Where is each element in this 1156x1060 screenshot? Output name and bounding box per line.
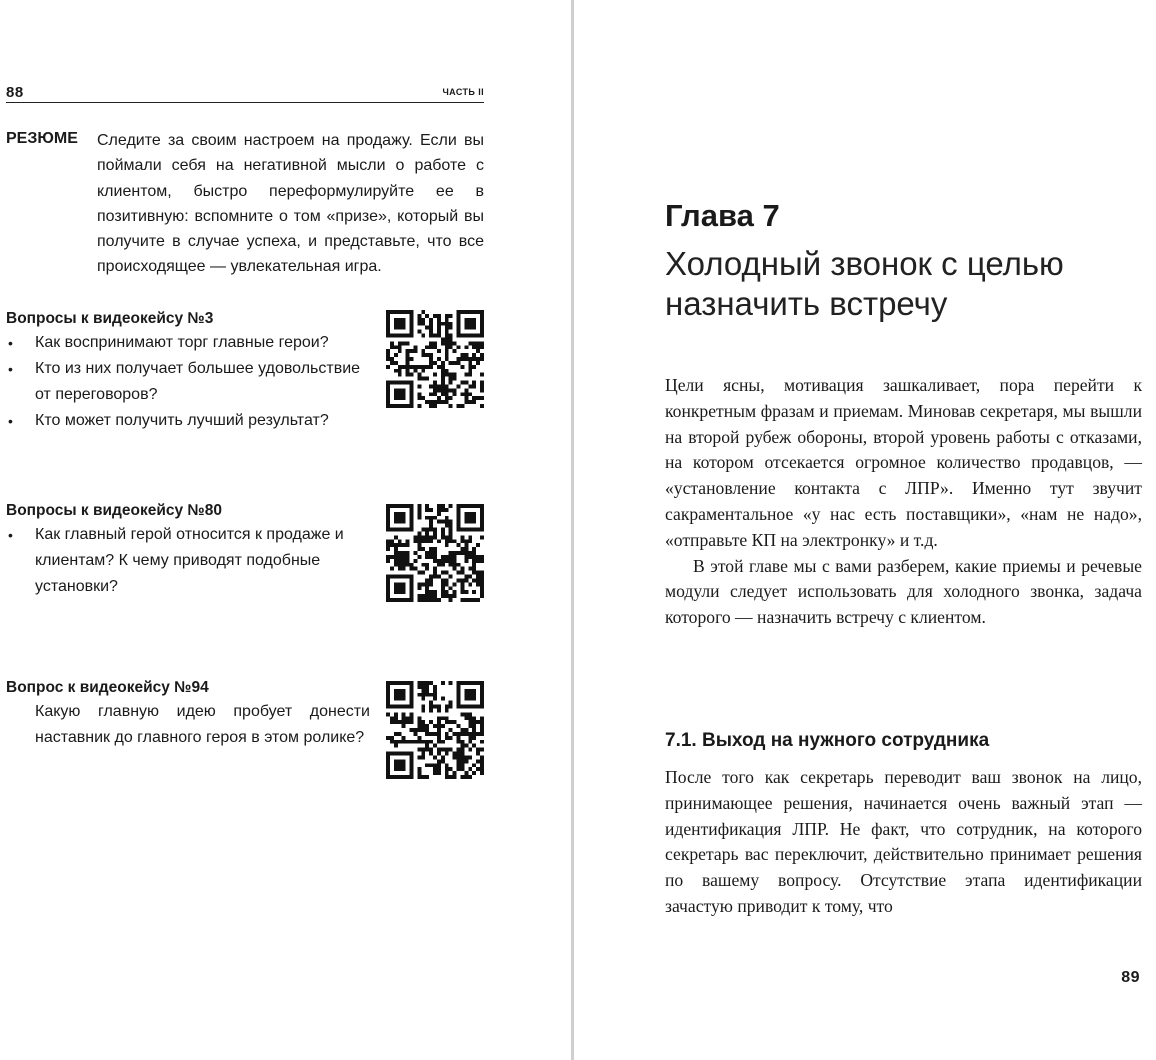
video-case-title: Вопросы к видеокейсу №80 <box>6 502 222 519</box>
video-case-title: Вопрос к видеокейсу №94 <box>6 679 209 696</box>
section-body <box>665 765 1142 920</box>
bullet-icon: • <box>8 361 13 377</box>
question-item <box>6 330 370 356</box>
qr-code-icon[interactable] <box>386 504 484 602</box>
page-number-left: 88 <box>6 84 24 101</box>
question-text: Как главный герой относится к продаже и клиентам? К чему приводят подобные установки? <box>35 526 344 595</box>
bullet-icon: • <box>8 335 13 351</box>
chapter-title: Холодный звонок с целью назначить встречу <box>665 245 1064 322</box>
summary-text: Следите за своим настроем на продажу. Если вы поймали себя на негативной мысли о работе с клиентом, быстро переформулируйте ее в позитивную: вспомните о том «призе», который вы получите в случае успеха, и представьте, что все происходящее — увлекательная игра. <box>97 132 484 276</box>
right-page <box>574 0 1156 1060</box>
question-text: Какую главную идею пробует донести наставник до главного героя в этом ролике? <box>35 703 370 746</box>
question-text: Кто может получить лучший результат? <box>35 412 329 429</box>
question-item <box>6 408 370 434</box>
qr-code-icon[interactable] <box>386 310 484 408</box>
section-heading: 7.1. Выход на нужного сотрудника <box>665 730 990 751</box>
chapter-number: Глава 7 <box>665 198 780 233</box>
video-case-questions-3 <box>6 309 370 434</box>
paragraph: В этой главе мы с вами разберем, какие приемы и речевые модули следует использовать для холодного звонка, задача которого — назначить встречу с клиентом. <box>665 555 1142 628</box>
question-list <box>6 522 370 600</box>
video-case-questions-80 <box>6 501 370 600</box>
question-text: Кто из них получает большее удовольствие от переговоров? <box>35 360 361 403</box>
paragraph: После того как секретарь переводит ваш звонок на лицо, принимающее решения, начинается очень важный этап — идентификация ЛПР. Не факт, что сотрудник, на которого секретарь вас переключит, действительно принимает решения по вашему вопросу. Отсутствие этапа идентификации зачастую приводит к тому, что <box>665 767 1142 916</box>
qr-code-icon[interactable] <box>386 681 484 779</box>
video-case-question-94 <box>6 678 370 751</box>
left-page <box>0 0 572 1060</box>
chapter-intro <box>665 373 1142 631</box>
bullet-icon: • <box>8 527 13 543</box>
question-text: Как воспринимают торг главные герои? <box>35 334 329 351</box>
question-list <box>6 330 370 434</box>
part-label: ЧАСТЬ II <box>442 87 484 97</box>
paragraph: Цели ясны, мотивация зашкаливает, пора перейти к конкретным фразам и приемам. Миновав секретаря, мы вышли на второй рубеж обороны, второй уровень работы с отказами, на котором отсекается огромное количество продавцов, — «установление контакта с ЛПР». Именно тут звучит сакраментальное «у нас есть поставщики», «нам не надо», «отправьте КП на электронку» и т.д. <box>665 375 1142 550</box>
summary-label: РЕЗЮМЕ <box>6 130 78 147</box>
video-case-title: Вопросы к видеокейсу №3 <box>6 310 214 327</box>
question-item <box>6 522 370 600</box>
running-header-left <box>6 84 484 103</box>
question-item <box>6 356 370 408</box>
page-number-right: 89 <box>1121 969 1140 986</box>
bullet-icon: • <box>8 413 13 429</box>
